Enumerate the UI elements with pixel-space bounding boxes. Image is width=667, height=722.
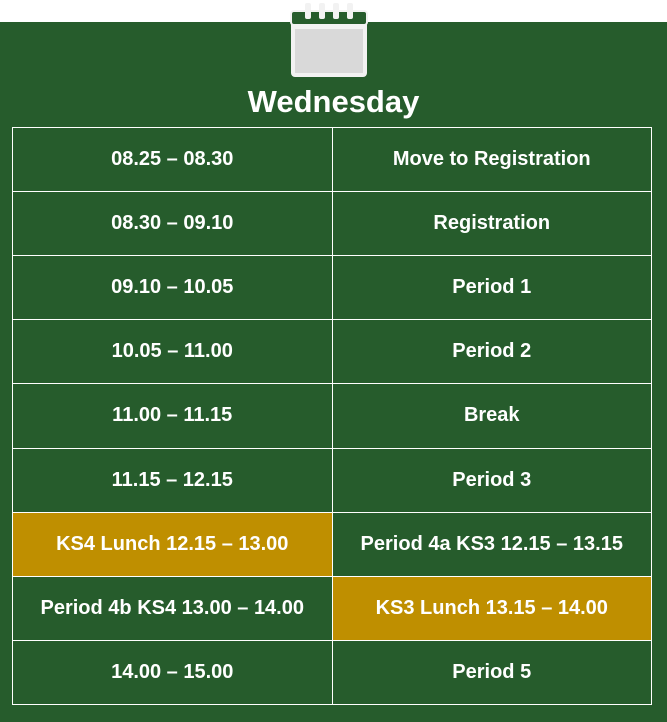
activity-cell: Period 3 <box>332 448 652 512</box>
time-cell: 08.25 – 08.30 <box>13 128 333 192</box>
time-cell: 11.15 – 12.15 <box>13 448 333 512</box>
table-row <box>13 384 652 448</box>
activity-cell: Period 4a KS3 12.15 – 13.15 <box>332 512 652 576</box>
table-row <box>13 512 652 576</box>
activity-cell: Move to Registration <box>332 128 652 192</box>
time-cell: 08.30 – 09.10 <box>13 192 333 256</box>
activity-cell: KS3 Lunch 13.15 – 14.00 <box>332 576 652 640</box>
time-cell: KS4 Lunch 12.15 – 13.00 <box>13 512 333 576</box>
calendar-icon <box>290 2 368 78</box>
time-cell: 10.05 – 11.00 <box>13 320 333 384</box>
activity-cell: Break <box>332 384 652 448</box>
table-row <box>13 320 652 384</box>
timetable-body <box>13 128 652 705</box>
table-row <box>13 640 652 704</box>
time-cell: Period 4b KS4 13.00 – 14.00 <box>13 576 333 640</box>
activity-cell: Period 5 <box>332 640 652 704</box>
time-cell: 09.10 – 10.05 <box>13 256 333 320</box>
activity-cell: Registration <box>332 192 652 256</box>
table-row <box>13 192 652 256</box>
table-row <box>13 256 652 320</box>
table-row <box>13 128 652 192</box>
activity-cell: Period 2 <box>332 320 652 384</box>
time-cell: 11.00 – 11.15 <box>13 384 333 448</box>
activity-cell: Period 1 <box>332 256 652 320</box>
time-cell: 14.00 – 15.00 <box>13 640 333 704</box>
timetable <box>12 127 652 705</box>
day-title: Wednesday <box>247 84 420 119</box>
table-row <box>13 448 652 512</box>
table-row <box>13 576 652 640</box>
